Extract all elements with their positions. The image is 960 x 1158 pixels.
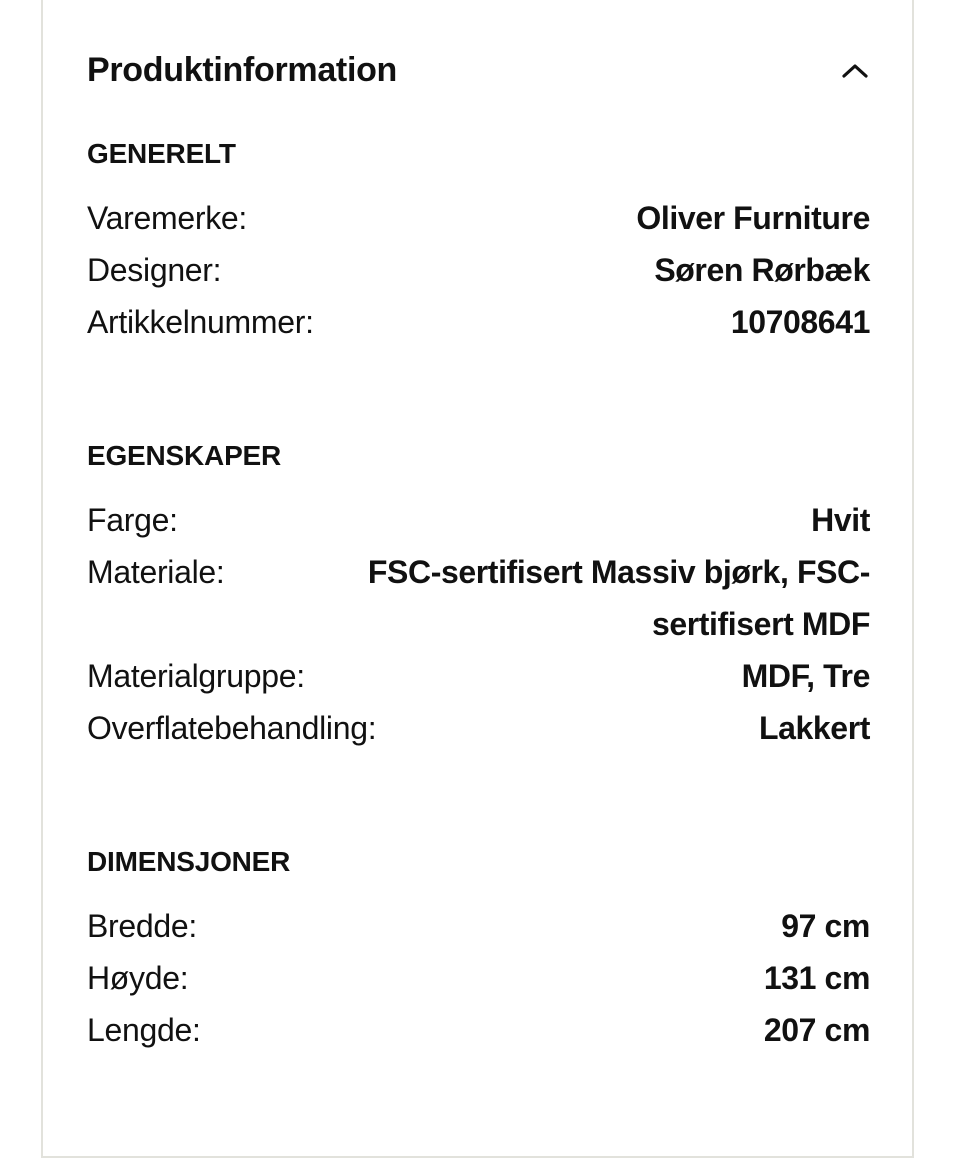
section-egenskaper — [87, 440, 870, 754]
spec-value: Oliver Furniture — [636, 200, 870, 236]
spec-value: Lakkert — [758, 710, 870, 746]
spec-row-materiale — [87, 546, 870, 650]
spec-row-materialgruppe — [87, 650, 870, 702]
spec-label: Designer: — [87, 252, 222, 288]
spec-label: Bredde: — [87, 908, 197, 944]
spec-label: Farge: — [87, 502, 178, 538]
spec-row-bredde — [87, 900, 870, 952]
section-title: DIMENSJONER — [87, 846, 291, 877]
product-info-header[interactable] — [87, 48, 870, 92]
section-dimensjoner — [87, 846, 870, 1056]
spec-value: MDF, Tre — [741, 658, 870, 694]
chevron-up-icon[interactable] — [840, 55, 870, 85]
spec-value: 10708641 — [730, 304, 870, 340]
spec-label: Materiale: — [87, 554, 225, 590]
section-generelt — [87, 138, 870, 348]
spec-row-hoyde — [87, 952, 870, 1004]
spec-value: Hvit — [811, 502, 870, 538]
spec-label: Høyde: — [87, 960, 189, 996]
spec-row-designer — [87, 244, 870, 296]
spec-label: Materialgruppe: — [87, 658, 305, 694]
spec-label: Artikkelnummer: — [87, 304, 314, 340]
spec-row-varemerke — [87, 192, 870, 244]
spec-label: Lengde: — [87, 1012, 201, 1048]
product-info-card — [41, 0, 914, 1158]
spec-row-overflatebehandling — [87, 702, 870, 754]
section-title: EGENSKAPER — [87, 440, 282, 471]
panel-title: Produktinformation — [87, 50, 398, 89]
spec-value: 97 cm — [781, 908, 870, 944]
spec-value: FSC-sertifisert Massiv bjørk, FSC-sertifisert MDF — [367, 554, 870, 642]
spec-row-farge — [87, 494, 870, 546]
spec-value: 207 cm — [763, 1012, 870, 1048]
spec-row-lengde — [87, 1004, 870, 1056]
spec-value: 131 cm — [763, 960, 870, 996]
spec-row-artikkelnummer — [87, 296, 870, 348]
spec-label: Varemerke: — [87, 200, 248, 236]
section-title: GENERELT — [87, 138, 236, 169]
spec-label: Overflatebehandling: — [87, 710, 377, 746]
spec-value: Søren Rørbæk — [654, 252, 870, 288]
